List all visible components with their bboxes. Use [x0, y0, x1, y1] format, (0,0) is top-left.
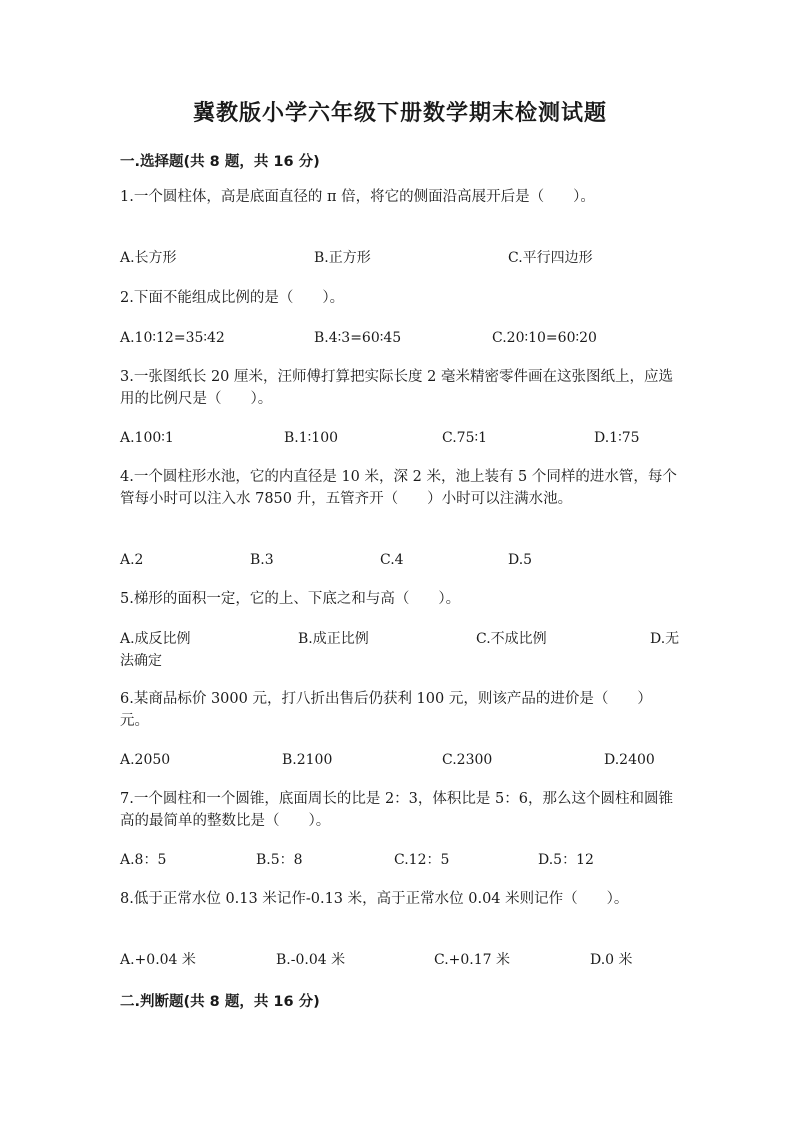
option-c: C.不成比例: [476, 631, 547, 647]
option-d: D.1∶75: [594, 430, 640, 446]
option-b: B.成正比例: [298, 631, 369, 647]
option-a: A.成反比例: [120, 631, 191, 647]
options-6: [120, 749, 680, 793]
question-4: 4.一个圆柱形水池，它的内直径是 10 米，深 2 米，池上装有 5 个同样的进水管，每个管每小时可以注入水 7850 升，五管齐开（ ）小时可以注满水池。: [120, 469, 677, 507]
option-a: A.2: [120, 552, 144, 568]
option-c: C.75∶1: [442, 430, 488, 446]
option-b: B.正方形: [314, 250, 371, 266]
option-c: C.+0.17 米: [434, 952, 511, 968]
option-b: B.5：8: [256, 852, 303, 868]
question-7: 7.一个圆柱和一个圆锥，底面周长的比是 2：3，体积比是 5：6，那么这个圆柱和圆锥高的最简单的整数比是（ ）。: [120, 791, 673, 829]
question-3: 3.一张图纸长 20 厘米，汪师傅打算把实际长度 2 毫米精密零件画在这张图纸上，应选用的比例尺是（ ）。: [120, 369, 673, 407]
option-a: A.10∶12=35∶42: [120, 330, 225, 346]
option-b: B.1∶100: [284, 430, 339, 446]
page-title: 冀教版小学六年级下册数学期末检测试题: [192, 101, 607, 126]
option-b: B.4∶3=60∶45: [314, 330, 402, 346]
question-8: 8.低于正常水位 0.13 米记作-0.13 米，高于正常水位 0.04 米则记作（ ）。: [120, 891, 629, 907]
option-a: A.长方形: [120, 250, 177, 266]
option-b: B.3: [250, 552, 274, 568]
options-2: [120, 327, 680, 371]
options-4: [120, 549, 680, 593]
option-c: C.2300: [442, 752, 493, 768]
option-c: C.20∶10=60∶20: [492, 330, 597, 346]
option-d: D.2400: [604, 752, 655, 768]
options-5: [120, 628, 680, 672]
option-d: D.5: [508, 552, 533, 568]
section-heading-choice: 一.选择题(共 8 题，共 16 分): [120, 154, 320, 170]
option-d: D.5：12: [538, 852, 594, 868]
options-1: [120, 247, 680, 291]
option-b: B.2100: [282, 752, 333, 768]
option-a: A.2050: [120, 752, 171, 768]
option-a: A.100∶1: [120, 430, 174, 446]
question-6: 6.某商品标价 3000 元，打八折出售后仍获利 100 元，则该产品的进价是（ ）元。: [120, 691, 652, 729]
question-5: 5.梯形的面积一定，它的上、下底之和与高（ ）。: [120, 591, 461, 607]
question-2: 2.下面不能组成比例的是（ ）。: [120, 290, 345, 306]
option-c: C.4: [380, 552, 404, 568]
option-d: D.0 米: [590, 952, 633, 968]
option-d: D.无法确定: [120, 631, 680, 669]
option-c: C.平行四边形: [508, 250, 593, 266]
options-8: [120, 949, 680, 993]
options-7: [120, 849, 680, 893]
option-a: A.+0.04 米: [120, 952, 196, 968]
question-1: 1.一个圆柱体，高是底面直径的 π 倍，将它的侧面沿高展开后是（ ）。: [120, 189, 595, 205]
section-heading-judgment: 二.判断题(共 8 题，共 16 分): [120, 994, 320, 1010]
option-a: A.8：5: [120, 852, 167, 868]
options-3: [120, 427, 680, 471]
option-b: B.-0.04 米: [276, 952, 346, 968]
option-c: C.12：5: [394, 852, 450, 868]
